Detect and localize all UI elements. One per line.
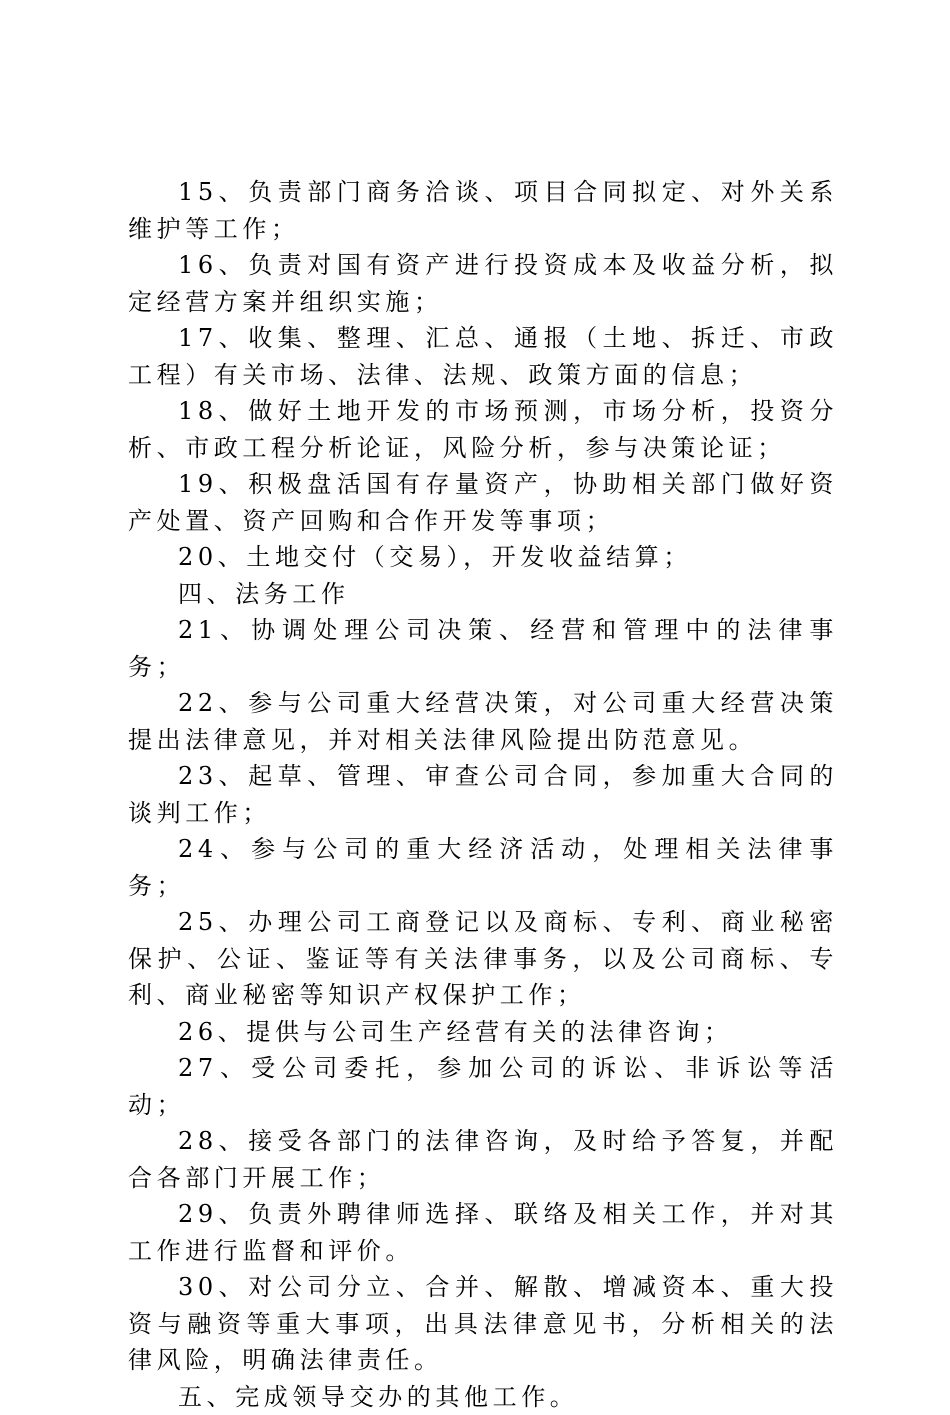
paragraph-item-15: 15、负责部门商务洽谈、项目合同拟定、对外关系维护等工作； [128, 174, 838, 247]
paragraph-item-18: 18、做好土地开发的市场预测，市场分析，投资分析、市政工程分析论证，风险分析，参与决策论证； [128, 393, 838, 466]
paragraph-item-29: 29、负责外聘律师选择、联络及相关工作，并对其工作进行监督和评价。 [128, 1196, 838, 1269]
paragraph-item-21: 21、协调处理公司决策、经营和管理中的法律事务； [128, 612, 838, 685]
paragraph-item-24: 24、参与公司的重大经济活动，处理相关法律事务； [128, 831, 838, 904]
paragraph-item-20: 20、土地交付（交易），开发收益结算； [128, 539, 838, 576]
paragraph-item-22: 22、参与公司重大经营决策，对公司重大经营决策提出法律意见，并对相关法律风险提出防范意见。 [128, 685, 838, 758]
paragraph-item-17: 17、收集、整理、汇总、通报（土地、拆迁、市政工程）有关市场、法律、法规、政策方面的信息； [128, 320, 838, 393]
paragraph-item-23: 23、起草、管理、审查公司合同，参加重大合同的谈判工作； [128, 758, 838, 831]
paragraph-item-28: 28、接受各部门的法律咨询，及时给予答复，并配合各部门开展工作； [128, 1123, 838, 1196]
paragraph-item-19: 19、积极盘活国有存量资产，协助相关部门做好资产处置、资产回购和合作开发等事项； [128, 466, 838, 539]
section-heading-other-tasks: 五、完成领导交办的其他工作。 [128, 1379, 838, 1415]
paragraph-item-30: 30、对公司分立、合并、解散、增减资本、重大投资与融资等重大事项，出具法律意见书，分析相关的法律风险，明确法律责任。 [128, 1269, 838, 1379]
document-body [128, 174, 838, 1415]
paragraph-item-16: 16、负责对国有资产进行投资成本及收益分析，拟定经营方案并组织实施； [128, 247, 838, 320]
paragraph-item-27: 27、受公司委托，参加公司的诉讼、非诉讼等活动； [128, 1050, 838, 1123]
paragraph-item-26: 26、提供与公司生产经营有关的法律咨询； [128, 1014, 838, 1051]
paragraph-item-25: 25、办理公司工商登记以及商标、专利、商业秘密保护、公证、鉴证等有关法律事务，以及公司商标、专利、商业秘密等知识产权保护工作； [128, 904, 838, 1014]
section-heading-legal-affairs: 四、法务工作 [128, 576, 838, 613]
